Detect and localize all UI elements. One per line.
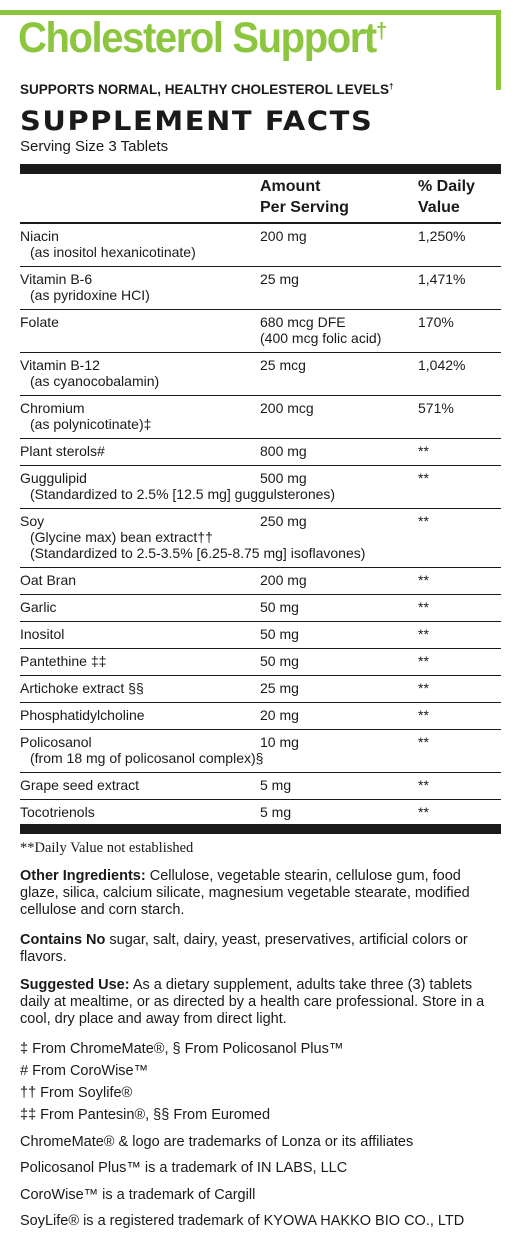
nutrient-name-main: Garlic xyxy=(20,599,57,615)
nutrient-name-main: Soy xyxy=(20,513,45,529)
daily-value: ** xyxy=(418,599,429,615)
column-header-amount: Amount Per Serving xyxy=(260,178,349,216)
amount-value: 5 mg xyxy=(260,804,292,820)
amount-value: 50 mg xyxy=(260,599,299,615)
table-row xyxy=(20,676,501,703)
contains-no-label: Contains No xyxy=(20,932,106,948)
amount-per-serving xyxy=(260,572,307,588)
nutrient-name xyxy=(20,680,144,696)
amount-value: 25 mg xyxy=(260,680,299,696)
column-header-daily-value: % Daily Value xyxy=(418,178,475,216)
daily-value: ** xyxy=(418,572,429,588)
source-note: # From CoroWise™ xyxy=(20,1063,149,1079)
subtitle-dagger: † xyxy=(389,82,394,91)
daily-value: ** xyxy=(418,777,429,793)
amount-value: 25 mg xyxy=(260,271,299,287)
nutrient-name xyxy=(20,400,151,432)
nutrient-name-detail: (Standardized to 2.5% [12.5 mg] guggulsterones) xyxy=(30,486,336,502)
suggested-use xyxy=(20,977,500,1028)
amount-per-serving xyxy=(260,443,307,459)
nutrient-name xyxy=(20,707,145,723)
nutrient-name xyxy=(20,653,106,669)
nutrient-name xyxy=(20,599,57,615)
amount-per-serving xyxy=(260,734,299,750)
table-row xyxy=(20,396,501,439)
daily-value: ** xyxy=(418,626,429,642)
table-row xyxy=(20,439,501,466)
amount-per-serving xyxy=(260,357,306,373)
amount-per-serving xyxy=(260,271,299,287)
nutrient-name-main: Policosanol xyxy=(20,734,92,750)
nutrient-name-detail: (Glycine max) bean extract†† xyxy=(30,529,213,545)
contains-no-text: sugar, salt, dairy, yeast, preservatives, artificial colors or flavors. xyxy=(20,932,468,965)
nutrient-name-main: Chromium xyxy=(20,400,85,416)
amount-per-serving xyxy=(260,707,299,723)
nutrient-name-detail: (Standardized to 2.5-3.5% [6.25-8.75 mg] isoflavones) xyxy=(30,545,366,561)
daily-value: ** xyxy=(418,707,429,723)
trademark-note: ChromeMate® & logo are trademarks of Lonza or its affiliates xyxy=(20,1134,414,1150)
nutrient-name-main: Tocotrienols xyxy=(20,804,95,820)
daily-value: ** xyxy=(418,804,429,820)
table-row xyxy=(20,773,501,800)
amount-value: 200 mcg xyxy=(260,400,314,416)
amount-value: 5 mg xyxy=(260,777,292,793)
nutrient-name-detail: (as inositol hexanicotinate) xyxy=(30,244,196,260)
table-row xyxy=(20,310,501,353)
table-row xyxy=(20,353,501,396)
product-subtitle: SUPPORTS NORMAL, HEALTHY CHOLESTEROL LEVELS† xyxy=(20,82,394,97)
amount-value: 800 mg xyxy=(260,443,307,459)
nutrient-name xyxy=(20,572,76,588)
amount-per-serving xyxy=(260,804,291,820)
table-row xyxy=(20,800,501,827)
amount-per-serving xyxy=(260,470,307,486)
table-row xyxy=(20,649,501,676)
amount-per-serving xyxy=(260,777,291,793)
nutrient-name xyxy=(20,314,59,330)
amount-per-serving xyxy=(260,626,299,642)
amount-value: 680 mcg DFE xyxy=(260,314,346,330)
trademark-note: Policosanol Plus™ is a trademark of IN LABS, LLC xyxy=(20,1160,348,1176)
amount-value: 20 mg xyxy=(260,707,299,723)
table-row xyxy=(20,703,501,730)
table-row xyxy=(20,730,501,773)
trademark-note: CoroWise™ is a trademark of Cargill xyxy=(20,1187,256,1203)
nutrient-name xyxy=(20,626,64,642)
other-ingredients xyxy=(20,868,500,919)
nutrient-name-main: Oat Bran xyxy=(20,572,77,588)
daily-value: 571% xyxy=(418,400,454,416)
trademark-note: SoyLife® is a registered trademark of KYOWA HAKKO BIO CO., LTD xyxy=(20,1213,465,1229)
amount-per-serving xyxy=(260,599,299,615)
daily-value: ** xyxy=(418,653,429,669)
product-title: Cholesterol Support† xyxy=(18,14,388,62)
nutrient-name xyxy=(20,357,159,389)
other-ingredients-text: Cellulose, vegetable stearin, cellulose gum, food glaze, silica, calcium silicate, magnesium vegetable stearate, modified cellulose and corn starch. xyxy=(20,868,470,918)
bottom-thick-rule xyxy=(20,824,501,834)
nutrient-name xyxy=(20,271,150,303)
nutrient-name-detail: (as cyanocobalamin) xyxy=(30,373,160,389)
daily-value: ** xyxy=(418,680,429,696)
amount-per-serving xyxy=(260,653,299,669)
serving-size: Serving Size 3 Tablets xyxy=(20,138,169,155)
table-row xyxy=(20,267,501,310)
nutrient-name-main: Vitamin B-12 xyxy=(20,357,100,373)
amount-per-serving xyxy=(260,314,381,346)
source-note: †† From Soylife® xyxy=(20,1085,133,1101)
nutrient-name xyxy=(20,228,196,260)
nutrient-name xyxy=(20,443,105,459)
table-row xyxy=(20,224,501,267)
nutrient-name-main: Niacin xyxy=(20,228,59,244)
daily-value: ** xyxy=(418,734,429,750)
amount-value: 25 mcg xyxy=(260,357,306,373)
nutrient-name-detail: (as polynicotinate)‡ xyxy=(30,416,152,432)
nutrient-name-main: Plant sterols# xyxy=(20,443,105,459)
accent-bar-right xyxy=(496,10,501,90)
top-thick-rule xyxy=(20,164,501,174)
table-row xyxy=(20,568,501,595)
amount-value: 50 mg xyxy=(260,626,299,642)
daily-value-note: **Daily Value not established xyxy=(20,840,194,856)
table-row xyxy=(20,466,501,509)
table-row xyxy=(20,509,501,568)
amount-per-serving xyxy=(260,400,314,416)
table-row xyxy=(20,622,501,649)
amount-value: 200 mg xyxy=(260,572,307,588)
suggested-use-label: Suggested Use: xyxy=(20,977,130,993)
nutrient-name xyxy=(20,734,263,766)
nutrient-name xyxy=(20,513,365,561)
nutrient-name-detail: (as pyridoxine HCI) xyxy=(30,287,150,303)
table-body xyxy=(20,224,501,827)
supplement-facts-heading: SUPPLEMENT FACTS xyxy=(20,106,374,137)
other-ingredients-label: Other Ingredients: xyxy=(20,868,146,884)
amount-per-serving xyxy=(260,680,299,696)
suggested-use-text: As a dietary supplement, adults take three (3) tablets daily at mealtime, or as directed by a health care professional. Store in a cool, dry place and away from direct light. xyxy=(20,977,485,1027)
nutrient-name-main: Vitamin B-6 xyxy=(20,271,93,287)
nutrient-name-main: Grape seed extract xyxy=(20,777,140,793)
amount-value: 250 mg xyxy=(260,513,307,529)
daily-value: ** xyxy=(418,443,429,459)
nutrient-name xyxy=(20,804,95,820)
source-note: ‡‡ From Pantesin®, §§ From Euromed xyxy=(20,1107,271,1123)
nutrient-name-main: Guggulipid xyxy=(20,470,87,486)
nutrient-name-main: Inositol xyxy=(20,626,65,642)
daily-value: 1,042% xyxy=(418,357,466,373)
nutrient-name xyxy=(20,777,139,793)
amount-value: 10 mg xyxy=(260,734,299,750)
table-row xyxy=(20,595,501,622)
nutrient-name-main: Artichoke extract §§ xyxy=(20,680,144,696)
amount-per-serving xyxy=(260,513,307,529)
source-note: ‡ From ChromeMate®, § From Policosanol Plus™ xyxy=(20,1041,344,1057)
daily-value: ** xyxy=(418,470,429,486)
daily-value: 1,250% xyxy=(418,228,466,244)
amount-detail: (400 mcg folic acid) xyxy=(260,330,382,346)
daily-value: 170% xyxy=(418,314,454,330)
amount-per-serving xyxy=(260,228,307,244)
contains-no xyxy=(20,932,500,966)
amount-value: 50 mg xyxy=(260,653,299,669)
daily-value: ** xyxy=(418,513,429,529)
amount-value: 200 mg xyxy=(260,228,307,244)
daily-value: 1,471% xyxy=(418,271,466,287)
nutrient-name-main: Phosphatidylcholine xyxy=(20,707,145,723)
amount-value: 500 mg xyxy=(260,470,307,486)
nutrient-name-main: Folate xyxy=(20,314,59,330)
nutrient-name-detail: (from 18 mg of policosanol complex)§ xyxy=(30,750,264,766)
nutrient-name-main: Pantethine ‡‡ xyxy=(20,653,107,669)
title-dagger: † xyxy=(375,18,388,43)
